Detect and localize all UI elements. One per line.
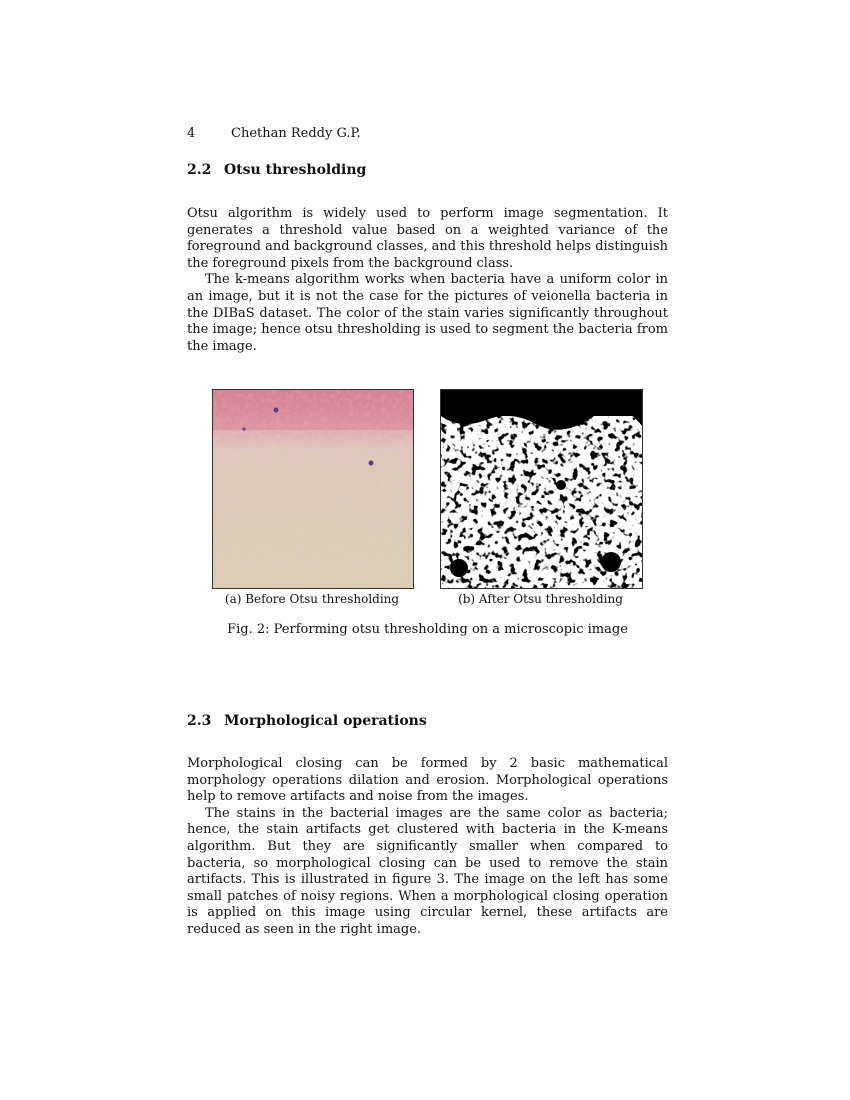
section-title: Morphological operations <box>224 713 427 729</box>
section-number: 2.2 <box>187 162 212 178</box>
paragraph: Morphological closing can be formed by 2 basic mathematical morphology operations dilation and erosion. Morphological operations help to remove artifacts and noise from the images. <box>187 756 668 805</box>
figure-caption: Fig. 2: Performing otsu thresholding on a microscopic image <box>227 622 628 637</box>
page-number: 4 <box>187 126 196 141</box>
section-number: 2.3 <box>187 713 212 729</box>
subcaption-a: (a) Before Otsu thresholding <box>224 592 400 606</box>
subcaption-b: (b) After Otsu thresholding <box>458 592 623 606</box>
section-heading-2-2 <box>187 162 366 178</box>
section-2-2-body <box>187 206 668 355</box>
paragraph: The stains in the bacterial images are the same color as bacteria; hence, the stain artifacts get clustered with bacteria in the K-means algorithm. But they are significantly smaller when compared to bacteria, so morphological closing can be used to remove the stain artifacts. This is illustrated in figure 3. The image on the left has some small patches of noisy regions. When a morphological closing operation is applied on this image using circular kernel, these artifacts are reduced as seen in the right image. <box>187 805 668 937</box>
paragraph: The k-means algorithm works when bacteria have a uniform color in an image, but it is not the case for the pictures of veionella bacteria in the DIBaS dataset. The color of the stain varies significantly throughout the image; hence otsu thresholding is used to segment the bacteria from the image. <box>187 272 668 354</box>
figure-before-otsu-image <box>212 389 414 589</box>
section-title: Otsu thresholding <box>224 162 367 178</box>
figure-after-otsu-image <box>440 389 643 589</box>
section-heading-2-3 <box>187 713 427 729</box>
running-header <box>187 126 361 141</box>
paragraph: Otsu algorithm is widely used to perform image segmentation. It generates a threshold value based on a weighted variance of the foreground and background classes, and this threshold helps distinguish the foreground pixels from the background class. <box>187 206 668 271</box>
author-name: Chethan Reddy G.P. <box>231 126 361 141</box>
section-2-3-body <box>187 756 668 939</box>
